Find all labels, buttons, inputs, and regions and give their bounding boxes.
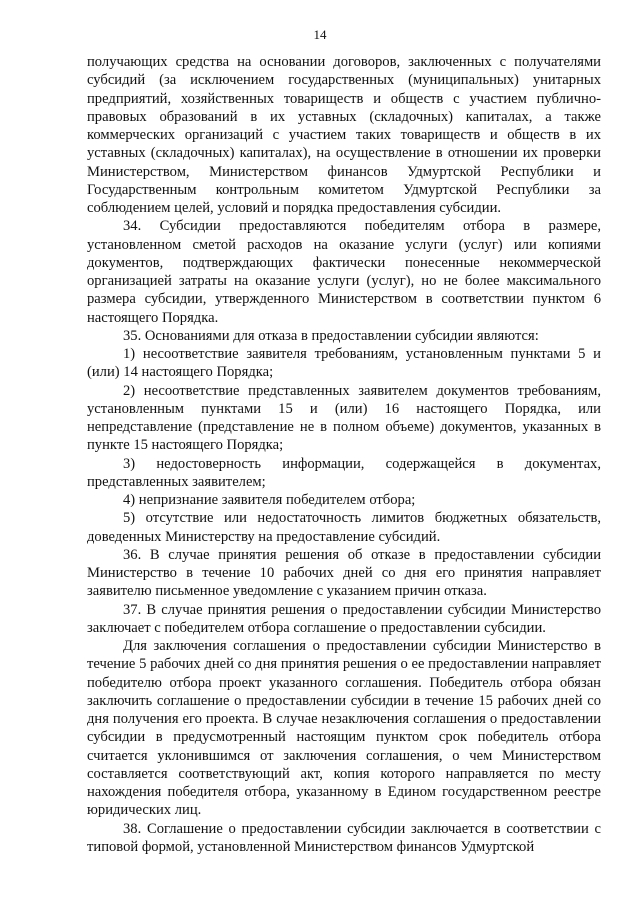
document-body xyxy=(87,53,601,856)
paragraph-35: 35. Основаниями для отказа в предоставлении субсидии являются: xyxy=(123,327,539,344)
paragraph-36: 36. В случае принятия решения об отказе в предоставлении субсидии Министерство в течение 10 рабочих дней со дня его принятия направляет заявителю письменное уведомление с указанием причин отказа. xyxy=(87,546,601,600)
list-item-35-3: 3) недостоверность информации, содержащейся в документах, представленных заявителем; xyxy=(87,455,601,490)
paragraph-37-details: Для заключения соглашения о предоставлении субсидии Министерство в течение 5 рабочих дней со дня принятия решения о ее предоставлении направляет победителю отбора проект указанного соглашения. Победитель отбора обязан заключить соглашение о предоставлении субсидии в течение 15 рабочих дней со дня получения его проекта. В случае незаключения соглашения о предоставлении субсидии в предусмотренный настоящим пунктом срок победитель отбора считается уклонившимся от заключения соглашения, о чем Министерством составляется соответствующий акт, копия которого направляется по месту нахождения победителя отбора, указанному в Едином государственном реестре юридических лиц. xyxy=(87,638,601,819)
paragraph-37: 37. В случае принятия решения о предоставлении субсидии Министерство заключает с победителем отбора соглашение о предоставлении субсидии. xyxy=(87,601,601,636)
paragraph-34: 34. Субсидии предоставляются победителям отбора в размере, установленном сметой расходов на оказание услуги (услуг) или копиями документов, подтверждающих фактически понесенные некоммерческой организацией затраты на оказание услуги (услуг), но не более максимального размера субсидии, утвержденного Министерством в соответствии пунктом 6 настоящего Порядка. xyxy=(87,218,601,326)
list-item-35-2: 2) несоответствие представленных заявителем документов требованиям, установленным пунктами 15 и (или) 16 настоящего Порядка, или непредставление (представление не в полном объеме) документов, указанных в пункте 15 настоящего Порядка; xyxy=(87,382,601,454)
list-item-35-1: 1) несоответствие заявителя требованиям, установленным пунктами 5 и (или) 14 настоящего Порядка; xyxy=(87,346,601,381)
list-item-35-4: 4) непризнание заявителя победителем отбора; xyxy=(123,492,416,508)
paragraph-38: 38. Соглашение о предоставлении субсидии заключается в соответствии с типовой формой, установленной Министерством финансов Удмуртской xyxy=(87,820,601,855)
paragraph-continuation: получающих средства на основании договоров, заключенных с получателями субсидий (за исключением государственных (муниципальных) унитарных предприятий, хозяйственных товариществ и обществ с участием публично-правовых образований в их уставных (складочных) капиталах, а также коммерческих организаций с участием таких товариществ и обществ в их уставных (складочных) капиталах), на осуществление в отношении их проверки Министерством, Министерством финансов Удмуртской Республики и Государственным контрольным комитетом Удмуртской Республики за соблюдением целей, условий и порядка предоставления субсидии. xyxy=(87,54,601,216)
list-item-35-5: 5) отсутствие или недостаточность лимитов бюджетных обязательств, доведенных Министерству на предоставление субсидий. xyxy=(87,510,601,545)
page-number: 14 xyxy=(313,27,327,42)
